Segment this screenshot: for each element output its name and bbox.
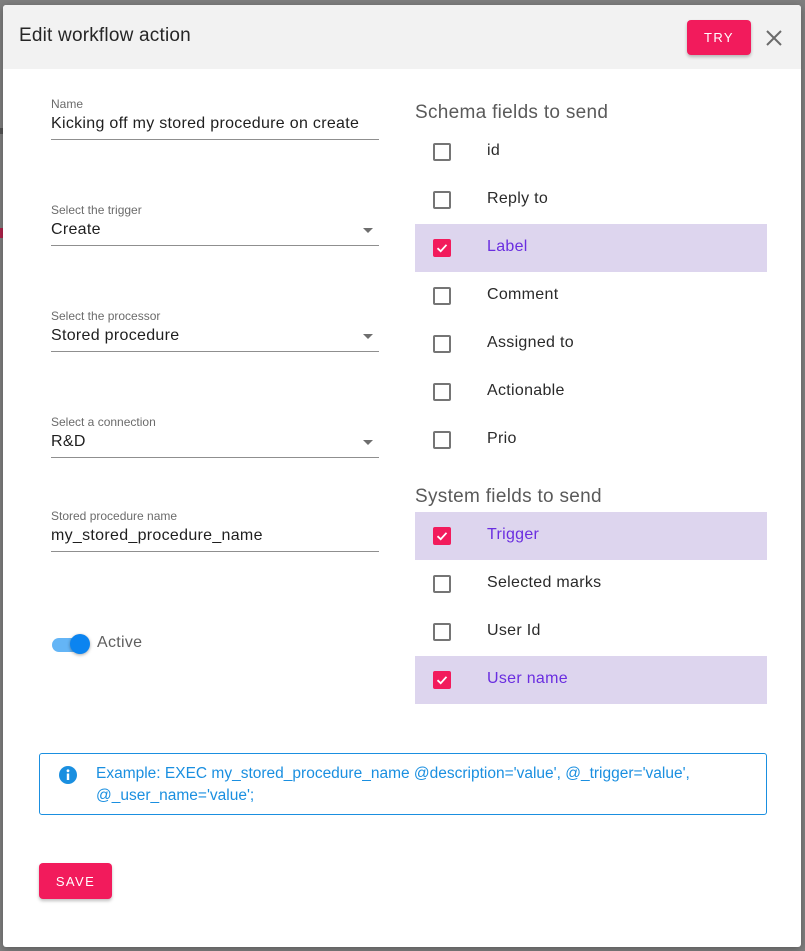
dialog-header (3, 5, 801, 69)
trigger-value-box[interactable] (51, 217, 379, 246)
processor-value-box[interactable] (51, 323, 379, 352)
schema-fields-title: Schema fields to send (415, 102, 609, 123)
processor-label: Select the processor (51, 309, 161, 323)
checkbox-box[interactable] (433, 383, 451, 401)
name-label: Name (51, 97, 84, 111)
processor-select[interactable] (51, 309, 379, 352)
active-toggle[interactable] (52, 633, 94, 657)
checkbox-label: User Id (487, 622, 541, 639)
checkbox-selected-marks[interactable] (415, 560, 767, 608)
dialog-title: Edit workflow action (19, 25, 191, 46)
close-button[interactable] (761, 25, 787, 51)
example-info-box (39, 753, 767, 815)
checkbox-label: Actionable (487, 382, 565, 399)
checkmark-icon (435, 673, 449, 687)
trigger-value: Create (51, 221, 101, 238)
trigger-select[interactable] (51, 203, 379, 246)
procedure-name-label: Stored procedure name (51, 509, 178, 523)
procedure-name-field[interactable] (51, 509, 379, 552)
checkbox-box[interactable] (433, 623, 451, 641)
name-input[interactable]: Kicking off my stored procedure on create (51, 111, 379, 140)
checkbox-box[interactable] (433, 431, 451, 449)
checkbox-box[interactable] (433, 287, 451, 305)
checkbox-label: Prio (487, 430, 517, 447)
checkmark-icon (435, 529, 449, 543)
close-icon (761, 25, 787, 51)
checkbox-box[interactable] (433, 575, 451, 593)
connection-value: R&D (51, 433, 86, 450)
dropdown-caret-icon (363, 334, 373, 339)
procedure-name-input[interactable]: my_stored_procedure_name (51, 523, 379, 552)
checkbox-label: Trigger (487, 526, 540, 543)
checkbox-comment[interactable] (415, 272, 767, 320)
checkbox-label: Label (487, 238, 528, 255)
checkbox-user-id[interactable] (415, 608, 767, 656)
connection-label: Select a connection (51, 415, 156, 429)
checkbox-box[interactable] (433, 335, 451, 353)
info-icon (58, 765, 78, 785)
toggle-thumb (70, 634, 90, 654)
checkbox-user-name[interactable] (415, 656, 767, 704)
checkbox-prio[interactable] (415, 416, 767, 464)
checkmark-icon (435, 241, 449, 255)
checkbox-box[interactable] (433, 239, 451, 257)
active-label: Active (97, 634, 143, 651)
connection-select[interactable] (51, 415, 379, 458)
processor-value: Stored procedure (51, 327, 180, 344)
checkbox-trigger[interactable] (415, 512, 767, 560)
system-fields-title: System fields to send (415, 486, 602, 507)
checkbox-label: Comment (487, 286, 559, 303)
checkbox-reply-to[interactable] (415, 176, 767, 224)
checkbox-box[interactable] (433, 143, 451, 161)
checkbox-box[interactable] (433, 527, 451, 545)
checkbox-label: Reply to (487, 190, 549, 207)
connection-value-box[interactable] (51, 429, 379, 458)
checkbox-id[interactable] (415, 128, 767, 176)
checkbox-label[interactable] (415, 224, 767, 272)
example-text: Example: EXEC my_stored_procedure_name @description='value', @_trigger='value', @_user_name='value'; (96, 765, 690, 804)
trigger-label: Select the trigger (51, 203, 142, 217)
checkbox-assigned-to[interactable] (415, 320, 767, 368)
checkbox-label: id (487, 142, 501, 159)
checkbox-label: Assigned to (487, 334, 574, 351)
edit-workflow-dialog (3, 5, 801, 947)
checkbox-box[interactable] (433, 191, 451, 209)
checkbox-box[interactable] (433, 671, 451, 689)
save-button[interactable]: SAVE (39, 863, 112, 899)
dropdown-caret-icon (363, 228, 373, 233)
try-button[interactable]: TRY (687, 20, 751, 55)
checkbox-label: User name (487, 670, 568, 687)
checkbox-actionable[interactable] (415, 368, 767, 416)
dropdown-caret-icon (363, 440, 373, 445)
name-field[interactable] (51, 97, 379, 140)
checkbox-label: Selected marks (487, 574, 602, 591)
